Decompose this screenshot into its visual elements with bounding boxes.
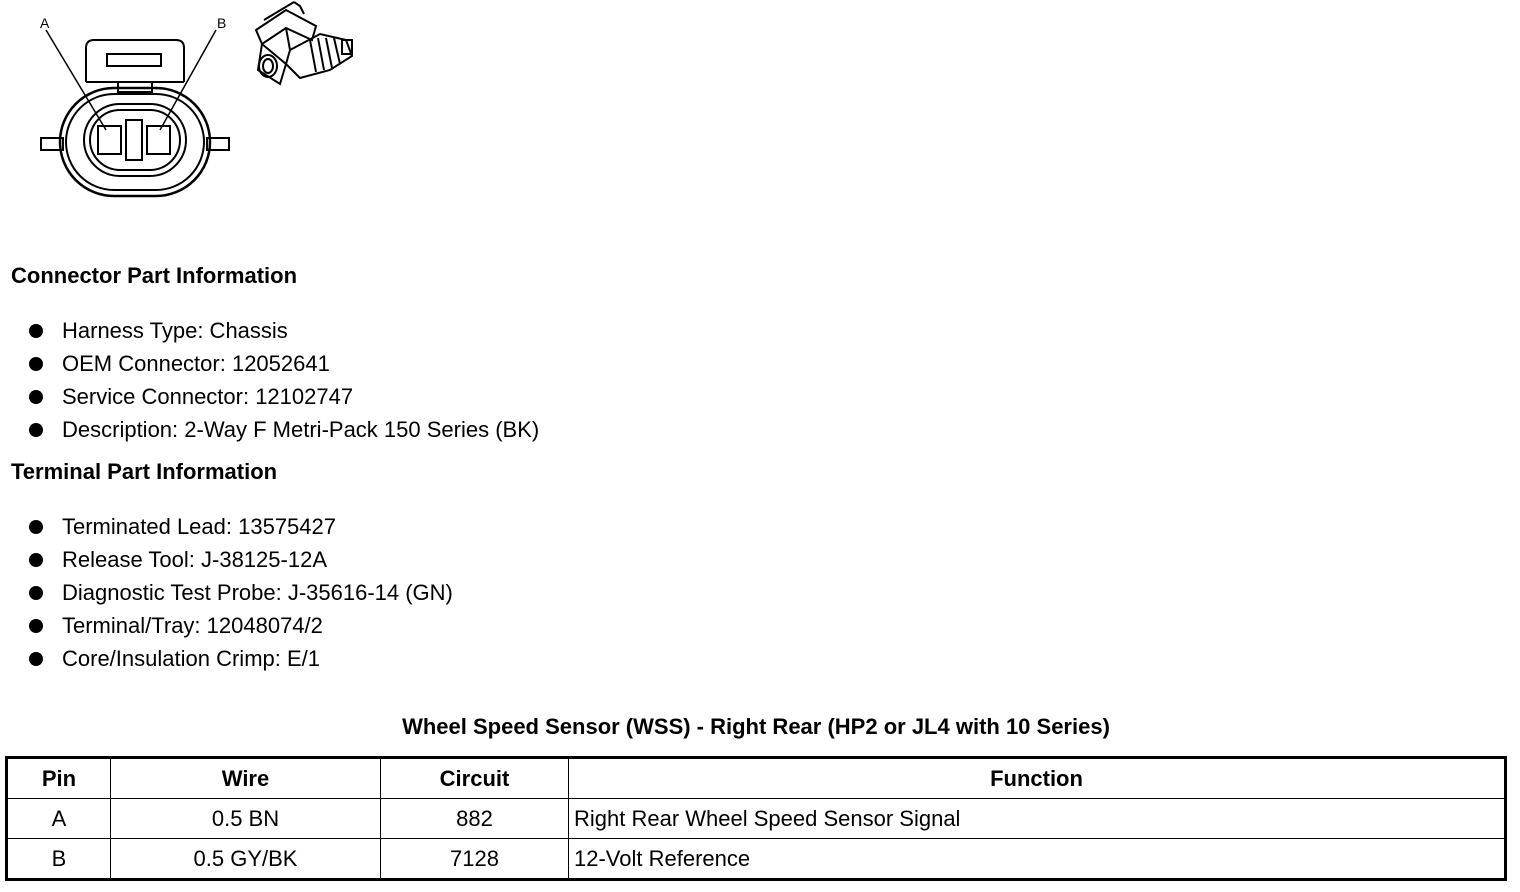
connector-info-list <box>0 314 539 446</box>
cell-function: Right Rear Wheel Speed Sensor Signal <box>569 799 1506 839</box>
header-circuit: Circuit <box>381 758 569 799</box>
bullet-icon <box>29 357 43 371</box>
terminal-info-list <box>0 510 453 675</box>
cell-pin: A <box>7 799 111 839</box>
table-row <box>7 839 1506 880</box>
pinout-table-title: Wheel Speed Sensor (WSS) - Right Rear (HP2 or JL4 with 10 Series) <box>402 714 1110 739</box>
list-item: Terminated Lead: 13575427 <box>0 510 453 543</box>
list-item: Terminal/Tray: 12048074/2 <box>0 609 453 642</box>
connector-face-drawing <box>0 0 380 210</box>
cell-pin: B <box>7 839 111 880</box>
connector-info-heading: Connector Part Information <box>11 263 298 288</box>
connector-3d-icon <box>256 2 352 84</box>
list-item: Service Connector: 12102747 <box>0 380 539 413</box>
list-item: Diagnostic Test Probe: J-35616-14 (GN) <box>0 576 453 609</box>
cell-circuit: 882 <box>381 799 569 839</box>
terminal-info-heading: Terminal Part Information <box>11 459 278 484</box>
cell-wire: 0.5 BN <box>111 799 381 839</box>
header-function: Function <box>569 758 1506 799</box>
table-header-row <box>7 758 1506 799</box>
bullet-icon <box>29 390 43 404</box>
header-wire: Wire <box>111 758 381 799</box>
list-item: Description: 2-Way F Metri-Pack 150 Series (BK) <box>0 413 539 446</box>
bullet-icon <box>29 324 43 338</box>
connector-diagram <box>0 0 380 215</box>
pin-b-label: B <box>217 15 227 31</box>
list-item: Harness Type: Chassis <box>0 314 539 347</box>
cell-function: 12-Volt Reference <box>569 839 1506 880</box>
header-pin: Pin <box>7 758 111 799</box>
bullet-icon <box>29 619 43 633</box>
list-item: OEM Connector: 12052641 <box>0 347 539 380</box>
list-item: Release Tool: J-38125-12A <box>0 543 453 576</box>
bullet-icon <box>29 586 43 600</box>
bullet-icon <box>29 553 43 567</box>
cell-wire: 0.5 GY/BK <box>111 839 381 880</box>
bullet-icon <box>29 423 43 437</box>
bullet-icon <box>29 652 43 666</box>
bullet-icon <box>29 520 43 534</box>
list-item: Core/Insulation Crimp: E/1 <box>0 642 453 675</box>
pinout-table <box>5 756 1507 881</box>
table-row <box>7 799 1506 839</box>
pin-a-label: A <box>40 15 50 31</box>
cell-circuit: 7128 <box>381 839 569 880</box>
